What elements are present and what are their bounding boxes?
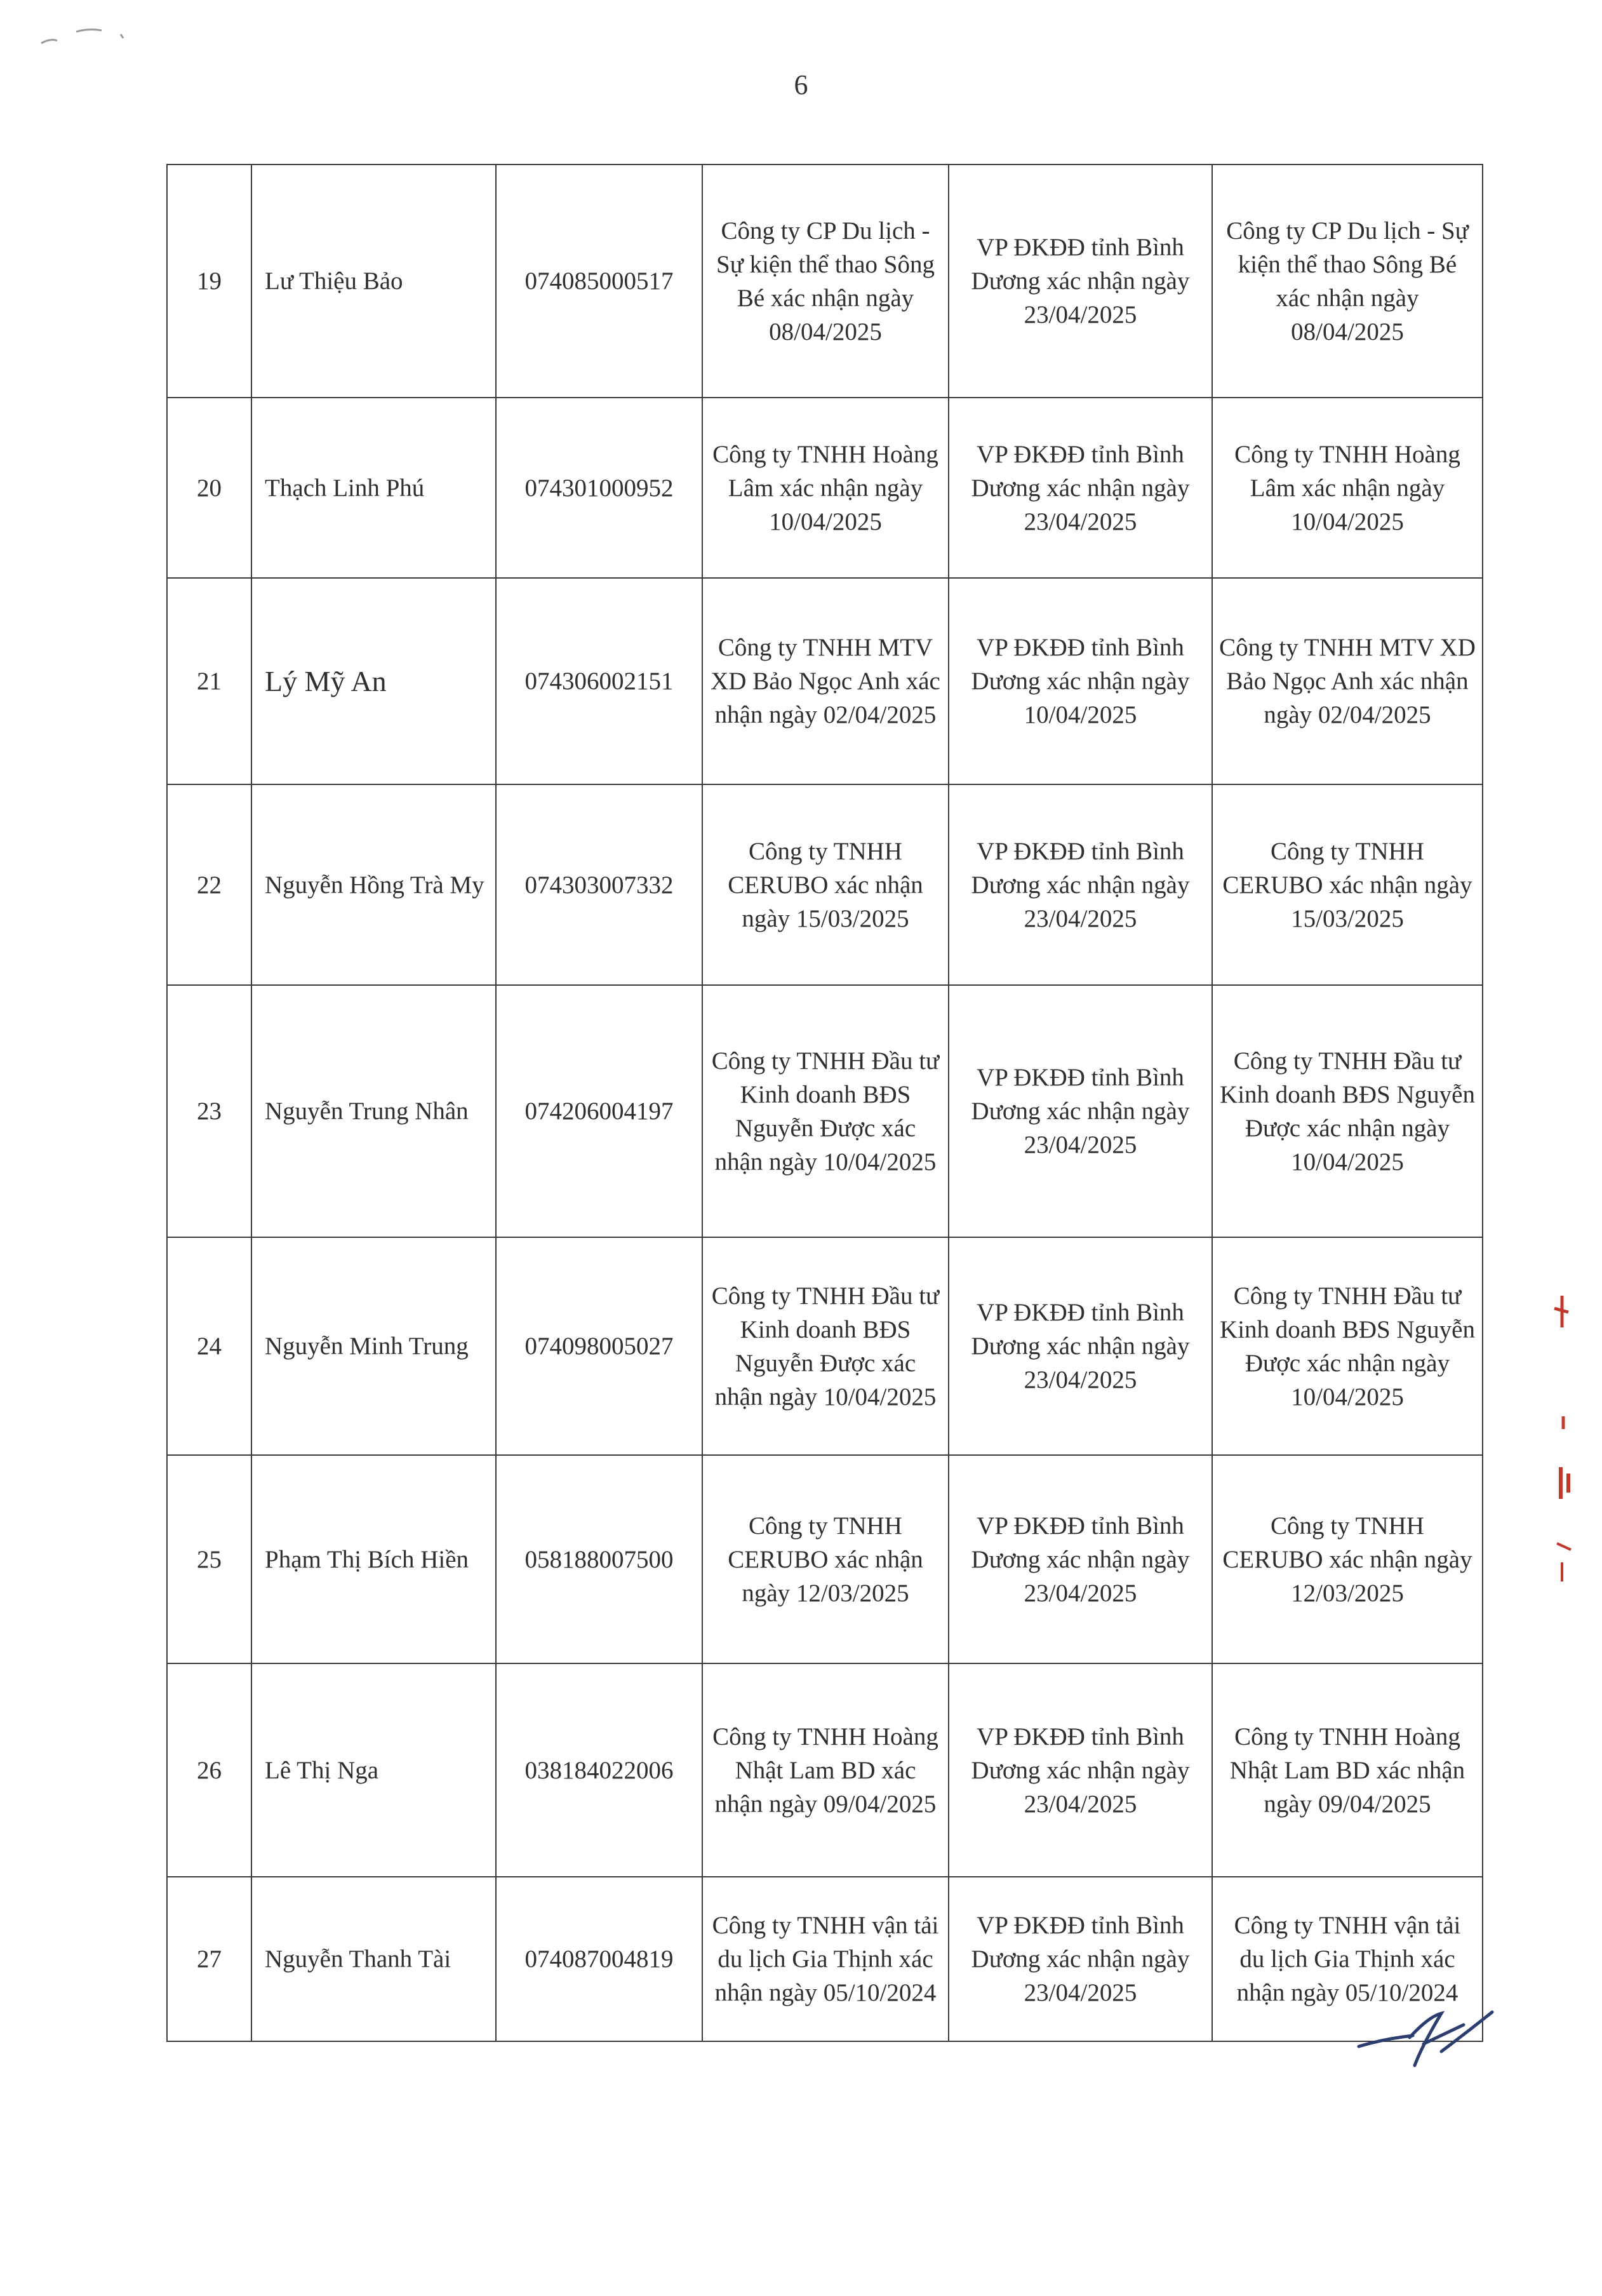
scan-mark: [38, 13, 133, 51]
row-number: 20: [167, 398, 251, 578]
person-name: Nguyễn Minh Trung: [251, 1237, 496, 1455]
employer-confirmation: Công ty TNHH MTV XD Bảo Ngọc Anh xác nhận ngày 02/04/2025: [1212, 578, 1483, 784]
id-number: 074303007332: [496, 784, 702, 985]
office-confirmation: VP ĐKĐĐ tỉnh Bình Dương xác nhận ngày 23/04/2025: [949, 1663, 1212, 1877]
employer-confirmation: Công ty CP Du lịch - Sự kiện thể thao Sông Bé xác nhận ngày 08/04/2025: [1212, 164, 1483, 398]
row-number: 25: [167, 1455, 251, 1663]
office-confirmation: VP ĐKĐĐ tỉnh Bình Dương xác nhận ngày 23/04/2025: [949, 1237, 1212, 1455]
person-name: Nguyễn Trung Nhân: [251, 985, 496, 1237]
employer-confirmation: Công ty TNHH Đầu tư Kinh doanh BĐS Nguyễn Được xác nhận ngày 10/04/2025: [1212, 1237, 1483, 1455]
company-confirmation: Công ty TNHH CERUBO xác nhận ngày 15/03/2025: [702, 784, 949, 985]
company-confirmation: Công ty TNHH Hoàng Lâm xác nhận ngày 10/04/2025: [702, 398, 949, 578]
employer-confirmation: Công ty TNHH CERUBO xác nhận ngày 15/03/2025: [1212, 784, 1483, 985]
person-name: Thạch Linh Phú: [251, 398, 496, 578]
employer-confirmation: Công ty TNHH Hoàng Lâm xác nhận ngày 10/04/2025: [1212, 398, 1483, 578]
company-confirmation: Công ty CP Du lịch - Sự kiện thể thao Sông Bé xác nhận ngày 08/04/2025: [702, 164, 949, 398]
office-confirmation: VP ĐKĐĐ tỉnh Bình Dương xác nhận ngày 23/04/2025: [949, 985, 1212, 1237]
row-number: 19: [167, 164, 251, 398]
stamp-edge-mark: [1543, 1283, 1581, 1613]
office-confirmation: VP ĐKĐĐ tỉnh Bình Dương xác nhận ngày 23/04/2025: [949, 164, 1212, 398]
person-name: Lê Thị Nga: [251, 1663, 496, 1877]
table-row: [167, 1663, 1483, 1877]
company-confirmation: Công ty TNHH CERUBO xác nhận ngày 12/03/2025: [702, 1455, 949, 1663]
office-confirmation: VP ĐKĐĐ tỉnh Bình Dương xác nhận ngày 23/04/2025: [949, 1455, 1212, 1663]
employer-confirmation: Công ty TNHH Hoàng Nhật Lam BD xác nhận ngày 09/04/2025: [1212, 1663, 1483, 1877]
person-name: Lư Thiệu Bảo: [251, 164, 496, 398]
id-number: 074301000952: [496, 398, 702, 578]
table-row: [167, 164, 1483, 398]
table-row: [167, 578, 1483, 784]
person-name: Nguyễn Thanh Tài: [251, 1877, 496, 2041]
row-number: 26: [167, 1663, 251, 1877]
row-number: 23: [167, 985, 251, 1237]
office-confirmation: VP ĐKĐĐ tỉnh Bình Dương xác nhận ngày 23/04/2025: [949, 1877, 1212, 2041]
signature: [1346, 2007, 1499, 2077]
company-confirmation: Công ty TNHH vận tải du lịch Gia Thịnh xác nhận ngày 05/10/2024: [702, 1877, 949, 2041]
row-number: 27: [167, 1877, 251, 2041]
table-row: [167, 1237, 1483, 1455]
row-number: 21: [167, 578, 251, 784]
id-number: 074098005027: [496, 1237, 702, 1455]
company-confirmation: Công ty TNHH Đầu tư Kinh doanh BĐS Nguyễn Được xác nhận ngày 10/04/2025: [702, 1237, 949, 1455]
table-row: [167, 784, 1483, 985]
row-number: 24: [167, 1237, 251, 1455]
company-confirmation: Công ty TNHH MTV XD Bảo Ngọc Anh xác nhận ngày 02/04/2025: [702, 578, 949, 784]
id-number: 074306002151: [496, 578, 702, 784]
id-number: 074087004819: [496, 1877, 702, 2041]
company-confirmation: Công ty TNHH Hoàng Nhật Lam BD xác nhận ngày 09/04/2025: [702, 1663, 949, 1877]
person-name: Nguyễn Hồng Trà My: [251, 784, 496, 985]
person-name: Lý Mỹ An: [251, 578, 496, 784]
id-number: 074206004197: [496, 985, 702, 1237]
office-confirmation: VP ĐKĐĐ tỉnh Bình Dương xác nhận ngày 23/04/2025: [949, 784, 1212, 985]
row-number: 22: [167, 784, 251, 985]
employer-confirmation: Công ty TNHH vận tải du lịch Gia Thịnh xác nhận ngày 05/10/2024: [1212, 1877, 1483, 2041]
employer-confirmation: Công ty TNHH Đầu tư Kinh doanh BĐS Nguyễn Được xác nhận ngày 10/04/2025: [1212, 985, 1483, 1237]
table-row: [167, 1877, 1483, 2041]
person-name: Phạm Thị Bích Hiền: [251, 1455, 496, 1663]
table-row: [167, 398, 1483, 578]
id-number: 058188007500: [496, 1455, 702, 1663]
id-number: 074085000517: [496, 164, 702, 398]
office-confirmation: VP ĐKĐĐ tỉnh Bình Dương xác nhận ngày 10/04/2025: [949, 578, 1212, 784]
records-table: [166, 164, 1483, 2042]
table-row: [167, 1455, 1483, 1663]
office-confirmation: VP ĐKĐĐ tỉnh Bình Dương xác nhận ngày 23/04/2025: [949, 398, 1212, 578]
page-number: 6: [794, 69, 808, 100]
employer-confirmation: Công ty TNHH CERUBO xác nhận ngày 12/03/2025: [1212, 1455, 1483, 1663]
company-confirmation: Công ty TNHH Đầu tư Kinh doanh BĐS Nguyễn Được xác nhận ngày 10/04/2025: [702, 985, 949, 1237]
id-number: 038184022006: [496, 1663, 702, 1877]
table-row: [167, 985, 1483, 1237]
